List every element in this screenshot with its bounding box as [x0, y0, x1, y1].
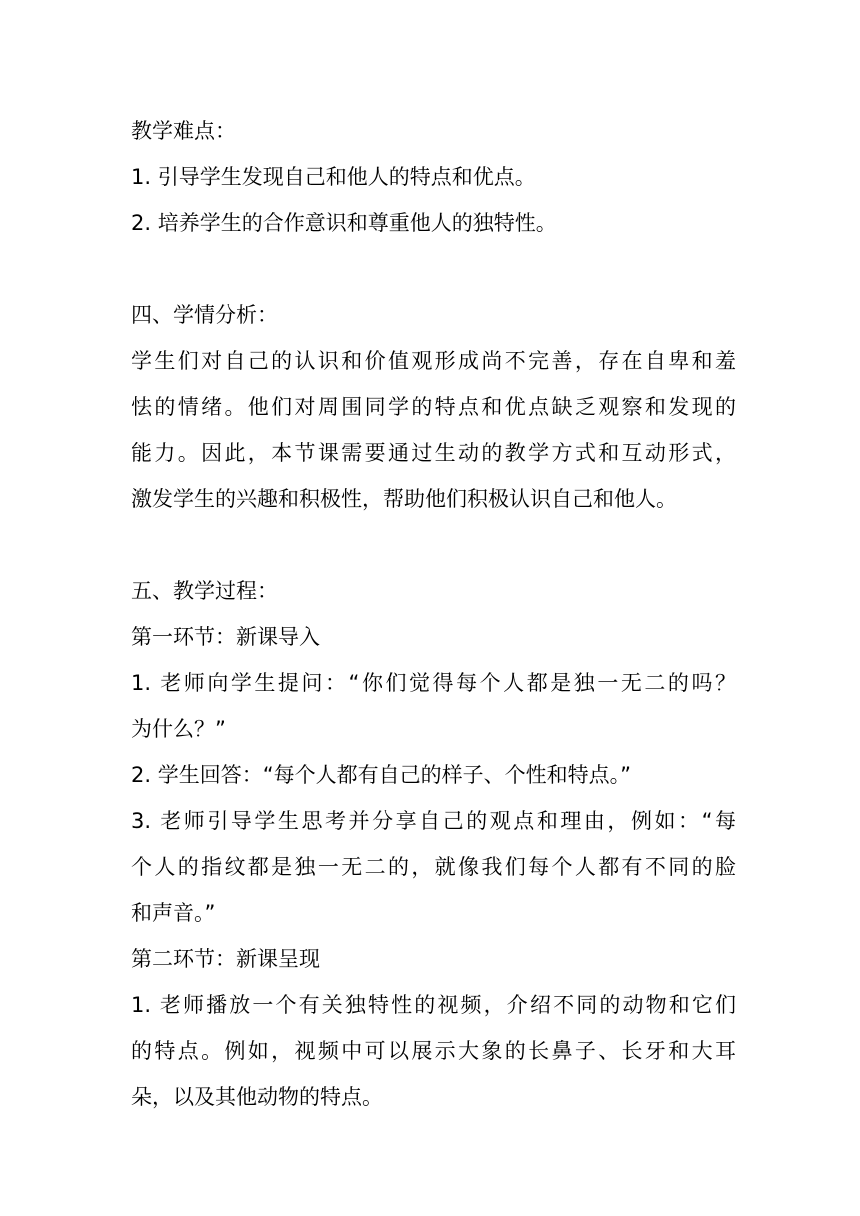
part2-line: 朵，以及其他动物的特点。: [131, 1085, 383, 1109]
part2-title: 第二环节：新课呈现: [131, 947, 320, 971]
part1-line: 为什么？”: [131, 717, 226, 741]
analysis-heading: 四、学情分析：: [131, 303, 278, 327]
paragraph-spacer: [131, 246, 736, 292]
paragraph-spacer: [131, 522, 736, 568]
process-heading: 五、教学过程：: [131, 579, 278, 603]
analysis-line: 学生们对自己的认识和价值观形成尚不完善，存在自卑和羞: [131, 349, 736, 373]
part1-title: 第一环节：新课导入: [131, 625, 320, 649]
difficulty-item: 2. 培养学生的合作意识和尊重他人的独特性。: [131, 211, 557, 235]
part1-line: 1. 老师向学生提问：“你们觉得每个人都是独一无二的吗？: [131, 671, 736, 695]
part2-line: 1. 老师播放一个有关独特性的视频，介绍不同的动物和它们: [131, 993, 736, 1017]
difficulty-item: 1. 引导学生发现自己和他人的特点和优点。: [131, 165, 536, 189]
analysis-line: 能力。因此，本节课需要通过生动的教学方式和互动形式，: [131, 441, 736, 465]
difficulty-heading: 教学难点：: [131, 119, 236, 143]
analysis-line: 怯的情绪。他们对周围同学的特点和优点缺乏观察和发现的: [131, 395, 736, 419]
analysis-line: 激发学生的兴趣和积极性，帮助他们积极认识自己和他人。: [131, 487, 677, 511]
document-page: [131, 108, 736, 1120]
part1-line: 和声音。”: [131, 901, 216, 925]
part1-line: 个人的指纹都是独一无二的，就像我们每个人都有不同的脸: [131, 855, 736, 879]
part1-line: 2. 学生回答：“每个人都有自己的样子、个性和特点。”: [131, 763, 631, 787]
part1-line: 3. 老师引导学生思考并分享自己的观点和理由，例如：“每: [131, 809, 736, 833]
part2-line: 的特点。例如，视频中可以展示大象的长鼻子、长牙和大耳: [131, 1039, 736, 1063]
